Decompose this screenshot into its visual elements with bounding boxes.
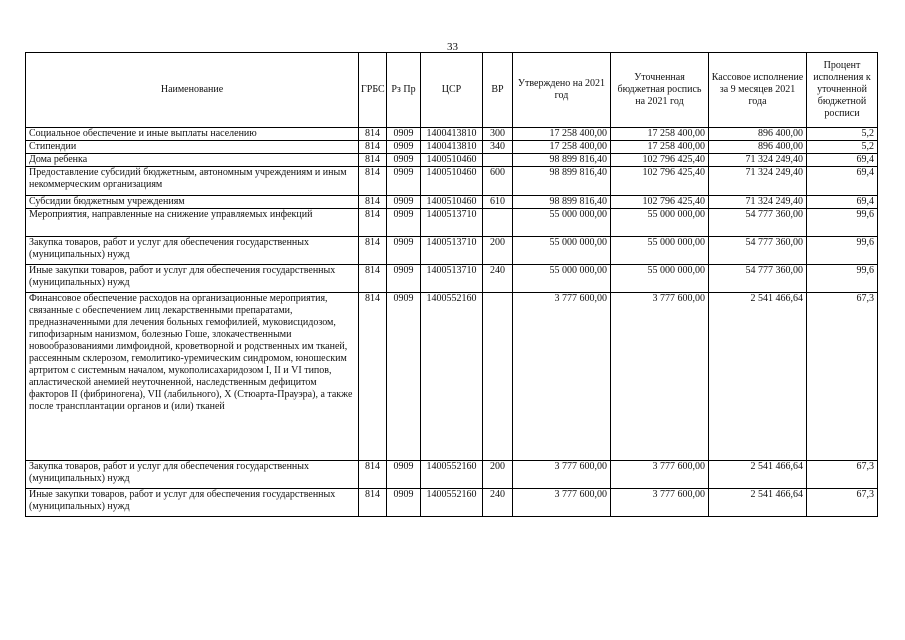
row-approved: 98 899 816,40 [513, 154, 611, 167]
row-vr: 200 [483, 461, 513, 489]
row-csr: 1400552160 [421, 461, 483, 489]
row-vr [483, 293, 513, 461]
table-row [26, 128, 878, 141]
row-approved: 17 258 400,00 [513, 141, 611, 154]
header-approved: Утверждено на 2021 год [513, 53, 611, 128]
row-csr: 1400513710 [421, 265, 483, 293]
row-grbs: 814 [359, 293, 387, 461]
row-rzpr: 0909 [387, 196, 421, 209]
row-cash: 71 324 249,40 [709, 154, 807, 167]
row-cash: 2 541 466,64 [709, 461, 807, 489]
row-refined: 102 796 425,40 [611, 196, 709, 209]
row-approved: 98 899 816,40 [513, 167, 611, 196]
row-name: Иные закупки товаров, работ и услуг для обеспечения государственных (муниципальных) нужд [26, 265, 359, 293]
table-row [26, 141, 878, 154]
header-csr: ЦСР [421, 53, 483, 128]
row-approved: 55 000 000,00 [513, 265, 611, 293]
row-vr: 240 [483, 489, 513, 517]
row-refined: 17 258 400,00 [611, 128, 709, 141]
row-refined: 102 796 425,40 [611, 154, 709, 167]
row-name: Мероприятия, направленные на снижение управляемых инфекций [26, 209, 359, 237]
row-refined: 55 000 000,00 [611, 237, 709, 265]
row-percent: 99,6 [807, 265, 878, 293]
header-percent: Процент исполнения к уточненной бюджетной росписи [807, 53, 878, 128]
row-csr: 1400513710 [421, 237, 483, 265]
row-refined: 3 777 600,00 [611, 293, 709, 461]
row-csr: 1400552160 [421, 489, 483, 517]
row-rzpr: 0909 [387, 167, 421, 196]
table-row [26, 293, 878, 461]
row-cash: 896 400,00 [709, 128, 807, 141]
row-cash: 54 777 360,00 [709, 209, 807, 237]
table-row [26, 209, 878, 237]
row-refined: 3 777 600,00 [611, 489, 709, 517]
table-row [26, 265, 878, 293]
row-percent: 67,3 [807, 461, 878, 489]
row-percent: 69,4 [807, 167, 878, 196]
table-row [26, 237, 878, 265]
row-grbs: 814 [359, 237, 387, 265]
table-row [26, 167, 878, 196]
table-row [26, 461, 878, 489]
row-grbs: 814 [359, 265, 387, 293]
row-csr: 1400413810 [421, 141, 483, 154]
row-name: Стипендии [26, 141, 359, 154]
row-percent: 69,4 [807, 196, 878, 209]
row-rzpr: 0909 [387, 209, 421, 237]
row-percent: 99,6 [807, 209, 878, 237]
row-rzpr: 0909 [387, 237, 421, 265]
row-approved: 55 000 000,00 [513, 237, 611, 265]
row-vr: 200 [483, 237, 513, 265]
row-vr: 600 [483, 167, 513, 196]
row-grbs: 814 [359, 154, 387, 167]
row-name: Закупка товаров, работ и услуг для обеспечения государственных (муниципальных) нужд [26, 461, 359, 489]
row-rzpr: 0909 [387, 293, 421, 461]
row-approved: 98 899 816,40 [513, 196, 611, 209]
row-refined: 3 777 600,00 [611, 461, 709, 489]
header-rzpr: Рз Пр [387, 53, 421, 128]
row-vr [483, 209, 513, 237]
row-vr [483, 154, 513, 167]
row-csr: 1400513710 [421, 209, 483, 237]
row-refined: 55 000 000,00 [611, 209, 709, 237]
row-vr: 340 [483, 141, 513, 154]
row-percent: 99,6 [807, 237, 878, 265]
budget-table [25, 52, 878, 517]
row-refined: 55 000 000,00 [611, 265, 709, 293]
row-csr: 1400413810 [421, 128, 483, 141]
row-percent: 69,4 [807, 154, 878, 167]
header-cash: Кассовое исполнение за 9 месяцев 2021 года [709, 53, 807, 128]
table-row [26, 489, 878, 517]
row-cash: 896 400,00 [709, 141, 807, 154]
row-csr: 1400552160 [421, 293, 483, 461]
row-name: Предоставление субсидий бюджетным, автономным учреждениям и иным некоммерческим организациям [26, 167, 359, 196]
row-percent: 67,3 [807, 293, 878, 461]
row-rzpr: 0909 [387, 265, 421, 293]
row-vr: 610 [483, 196, 513, 209]
header-name: Наименование [26, 53, 359, 128]
row-grbs: 814 [359, 461, 387, 489]
page-number: 33 [447, 41, 458, 53]
row-cash: 2 541 466,64 [709, 293, 807, 461]
row-approved: 17 258 400,00 [513, 128, 611, 141]
row-csr: 1400510460 [421, 167, 483, 196]
header-grbs: ГРБС [359, 53, 387, 128]
row-approved: 3 777 600,00 [513, 461, 611, 489]
table-header-row [26, 53, 878, 128]
row-grbs: 814 [359, 209, 387, 237]
row-rzpr: 0909 [387, 128, 421, 141]
row-vr: 300 [483, 128, 513, 141]
row-percent: 5,2 [807, 128, 878, 141]
row-rzpr: 0909 [387, 141, 421, 154]
row-approved: 3 777 600,00 [513, 293, 611, 461]
row-grbs: 814 [359, 141, 387, 154]
table-row [26, 196, 878, 209]
row-cash: 2 541 466,64 [709, 489, 807, 517]
header-refined: Уточненная бюджетная роспись на 2021 год [611, 53, 709, 128]
row-name: Финансовое обеспечение расходов на организационные мероприятия, связанные с обеспечением лиц лекарственными препаратами, предназначенными для лечения больных гемофилией, муковисцидозом, гипофизарным нанизмом, болезнью Гоше, злокачественными новообразованиями лимфоидной, кроветворной и родственных им тканей, рассеянным склерозом, гемолитико-уремическим синдромом, юношеским артритом с системным началом, мукополисахаридозом I, II и VI типов, апластической анемией неуточненной, наследственным дефицитом факторов II (фибриногена), VII (лабильного), X (Стюарта-Прауэра), а также после трансплантации органов и (или) тканей [26, 293, 359, 461]
row-name: Социальное обеспечение и иные выплаты населению [26, 128, 359, 141]
row-cash: 54 777 360,00 [709, 265, 807, 293]
row-vr: 240 [483, 265, 513, 293]
table-row [26, 154, 878, 167]
row-rzpr: 0909 [387, 489, 421, 517]
row-refined: 102 796 425,40 [611, 167, 709, 196]
row-name: Дома ребенка [26, 154, 359, 167]
row-name: Закупка товаров, работ и услуг для обеспечения государственных (муниципальных) нужд [26, 237, 359, 265]
row-grbs: 814 [359, 196, 387, 209]
row-percent: 67,3 [807, 489, 878, 517]
row-grbs: 814 [359, 489, 387, 517]
row-approved: 3 777 600,00 [513, 489, 611, 517]
row-name: Субсидии бюджетным учреждениям [26, 196, 359, 209]
row-percent: 5,2 [807, 141, 878, 154]
row-grbs: 814 [359, 128, 387, 141]
row-refined: 17 258 400,00 [611, 141, 709, 154]
row-csr: 1400510460 [421, 154, 483, 167]
row-name: Иные закупки товаров, работ и услуг для обеспечения государственных (муниципальных) нужд [26, 489, 359, 517]
row-approved: 55 000 000,00 [513, 209, 611, 237]
row-cash: 71 324 249,40 [709, 196, 807, 209]
row-rzpr: 0909 [387, 461, 421, 489]
row-csr: 1400510460 [421, 196, 483, 209]
row-rzpr: 0909 [387, 154, 421, 167]
row-cash: 54 777 360,00 [709, 237, 807, 265]
row-cash: 71 324 249,40 [709, 167, 807, 196]
row-grbs: 814 [359, 167, 387, 196]
header-vr: ВР [483, 53, 513, 128]
